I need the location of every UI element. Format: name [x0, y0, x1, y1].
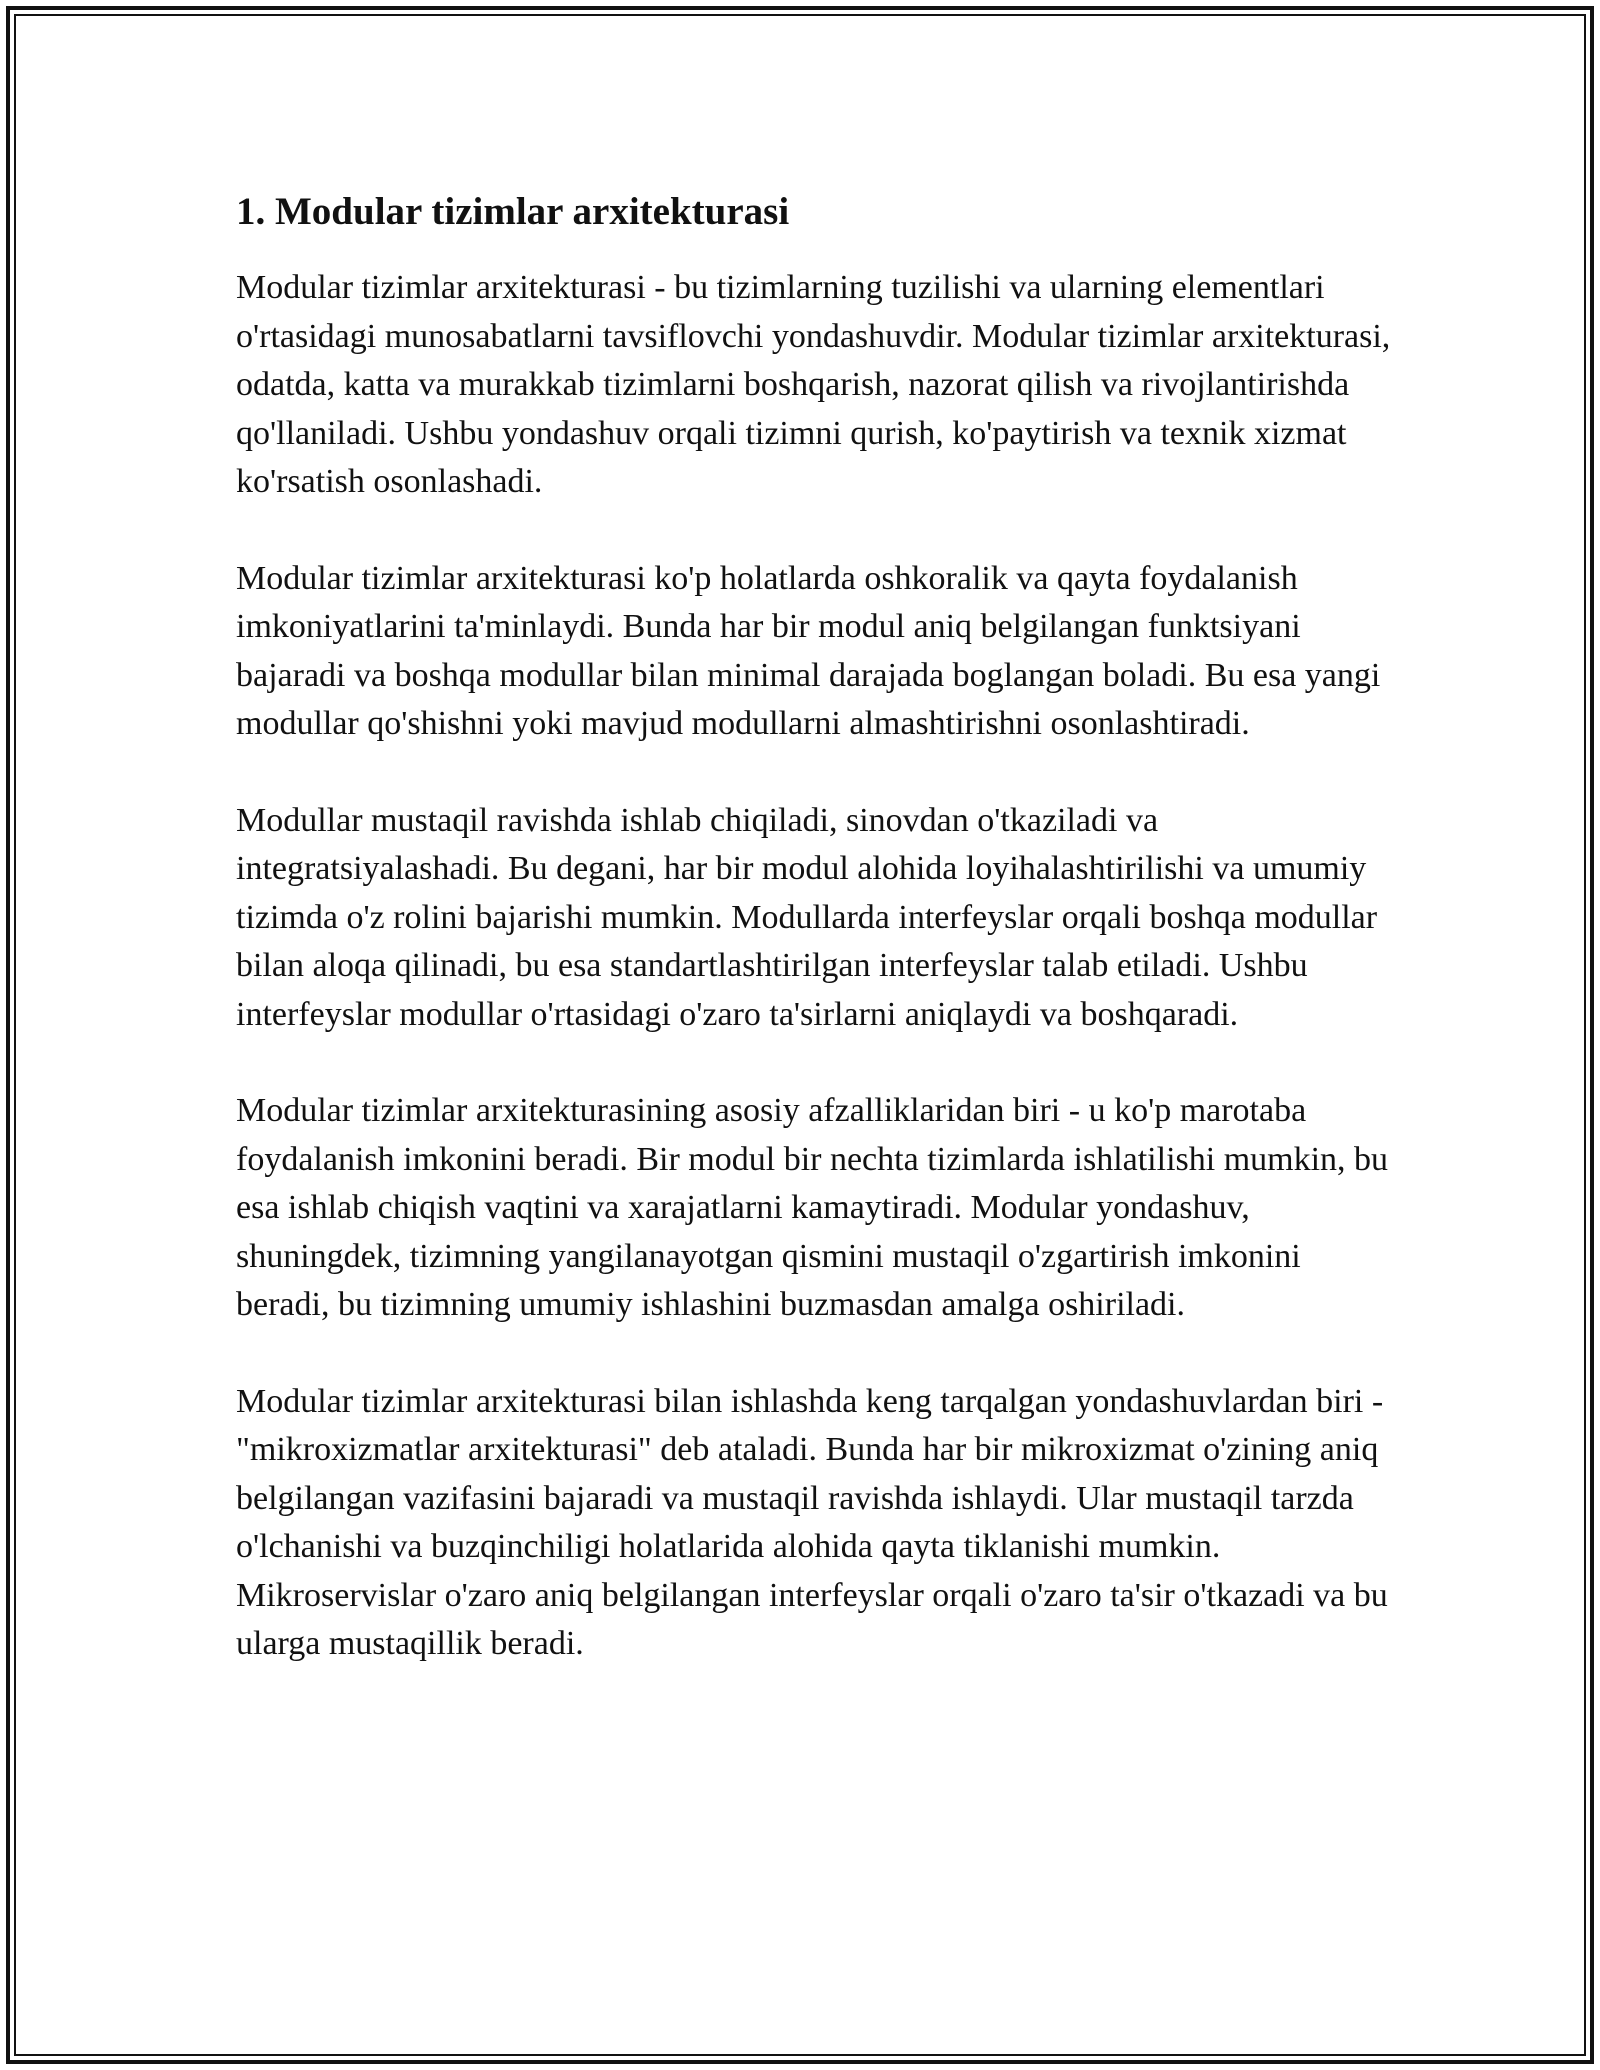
paragraph-1: Modular tizimlar arxitekturasi - bu tizimlarning tuzilishi va ularning elementlari o'rtasidagi munosabatlarni tavsiflovchi yondashuvdir. Modular tizimlar arxitekturasi, odatda, katta va murakkab tizimlarni boshqarish, nazorat qilish va rivojlantirishda qo'llaniladi. Ushbu yondashuv orqali tizimni qurish, ko'paytirish va texnik xizmat ko'rsatish osonlashadi. — [236, 269, 1391, 500]
document-body — [236, 264, 1396, 1669]
paragraph-3: Modullar mustaqil ravishda ishlab chiqiladi, sinovdan o'tkaziladi va integratsiyalashadi. Bu degani, har bir modul alohida loyihalashtirilishi va umumiy tizimda o'z rolini bajarishi mumkin. Modullarda interfeyslar orqali boshqa modullar bilan aloqa qilinadi, bu esa standartlashtirilgan interfeyslar talab etiladi. Ushbu interfeyslar modullar o'rtasidagi o'zaro ta'sirlarni aniqlaydi va boshqaradi. — [236, 801, 1378, 1033]
paragraph-5: Modular tizimlar arxitekturasi bilan ishlashda keng tarqalgan yondashuvlardan biri - "mikroxizmatlar arxitekturasi" deb ataladi. Bunda har bir mikroxizmat o'zining aniq belgilangan vazifasini bajaradi va mustaqil ravishda ishlaydi. Ular mustaqil tarzda o'lchanishi va buzqinchiligi holatlarida alohida qayta tiklanishi mumkin. Mikroservislar o'zaro aniq belgilangan interfeyslar orqali o'zaro ta'sir o'tkazadi va bu ularga mustaqillik beradi. — [236, 1382, 1388, 1662]
document-content — [236, 186, 1396, 1717]
section-title: 1. Modular tizimlar arxitekturasi — [236, 190, 790, 233]
paragraph-2: Modular tizimlar arxitekturasi ko'p holatlarda oshkoralik va qayta foydalanish imkoniyatlarini ta'minlaydi. Bunda har bir modul aniq belgilangan funktsiyani bajaradi va boshqa modullar bilan minimal darajada boglangan boladi. Bu esa yangi modullar qo'shishni yoki mavjud modullarni almashtirishni osonlashtiradi. — [236, 559, 1381, 742]
paragraph-4: Modular tizimlar arxitekturasining asosiy afzalliklaridan biri - u ko'p marotaba foydalanish imkonini beradi. Bir modul bir nechta tizimlarda ishlatilishi mumkin, bu esa ishlab chiqish vaqtini va xarajatlarni kamaytiradi. Modular yondashuv, shuningdek, tizimning yangilanayotgan qismini mustaqil o'zgartirish imkonini beradi, bu tizimning umumiy ishlashini buzmasdan amalga oshiriladi. — [236, 1092, 1389, 1323]
